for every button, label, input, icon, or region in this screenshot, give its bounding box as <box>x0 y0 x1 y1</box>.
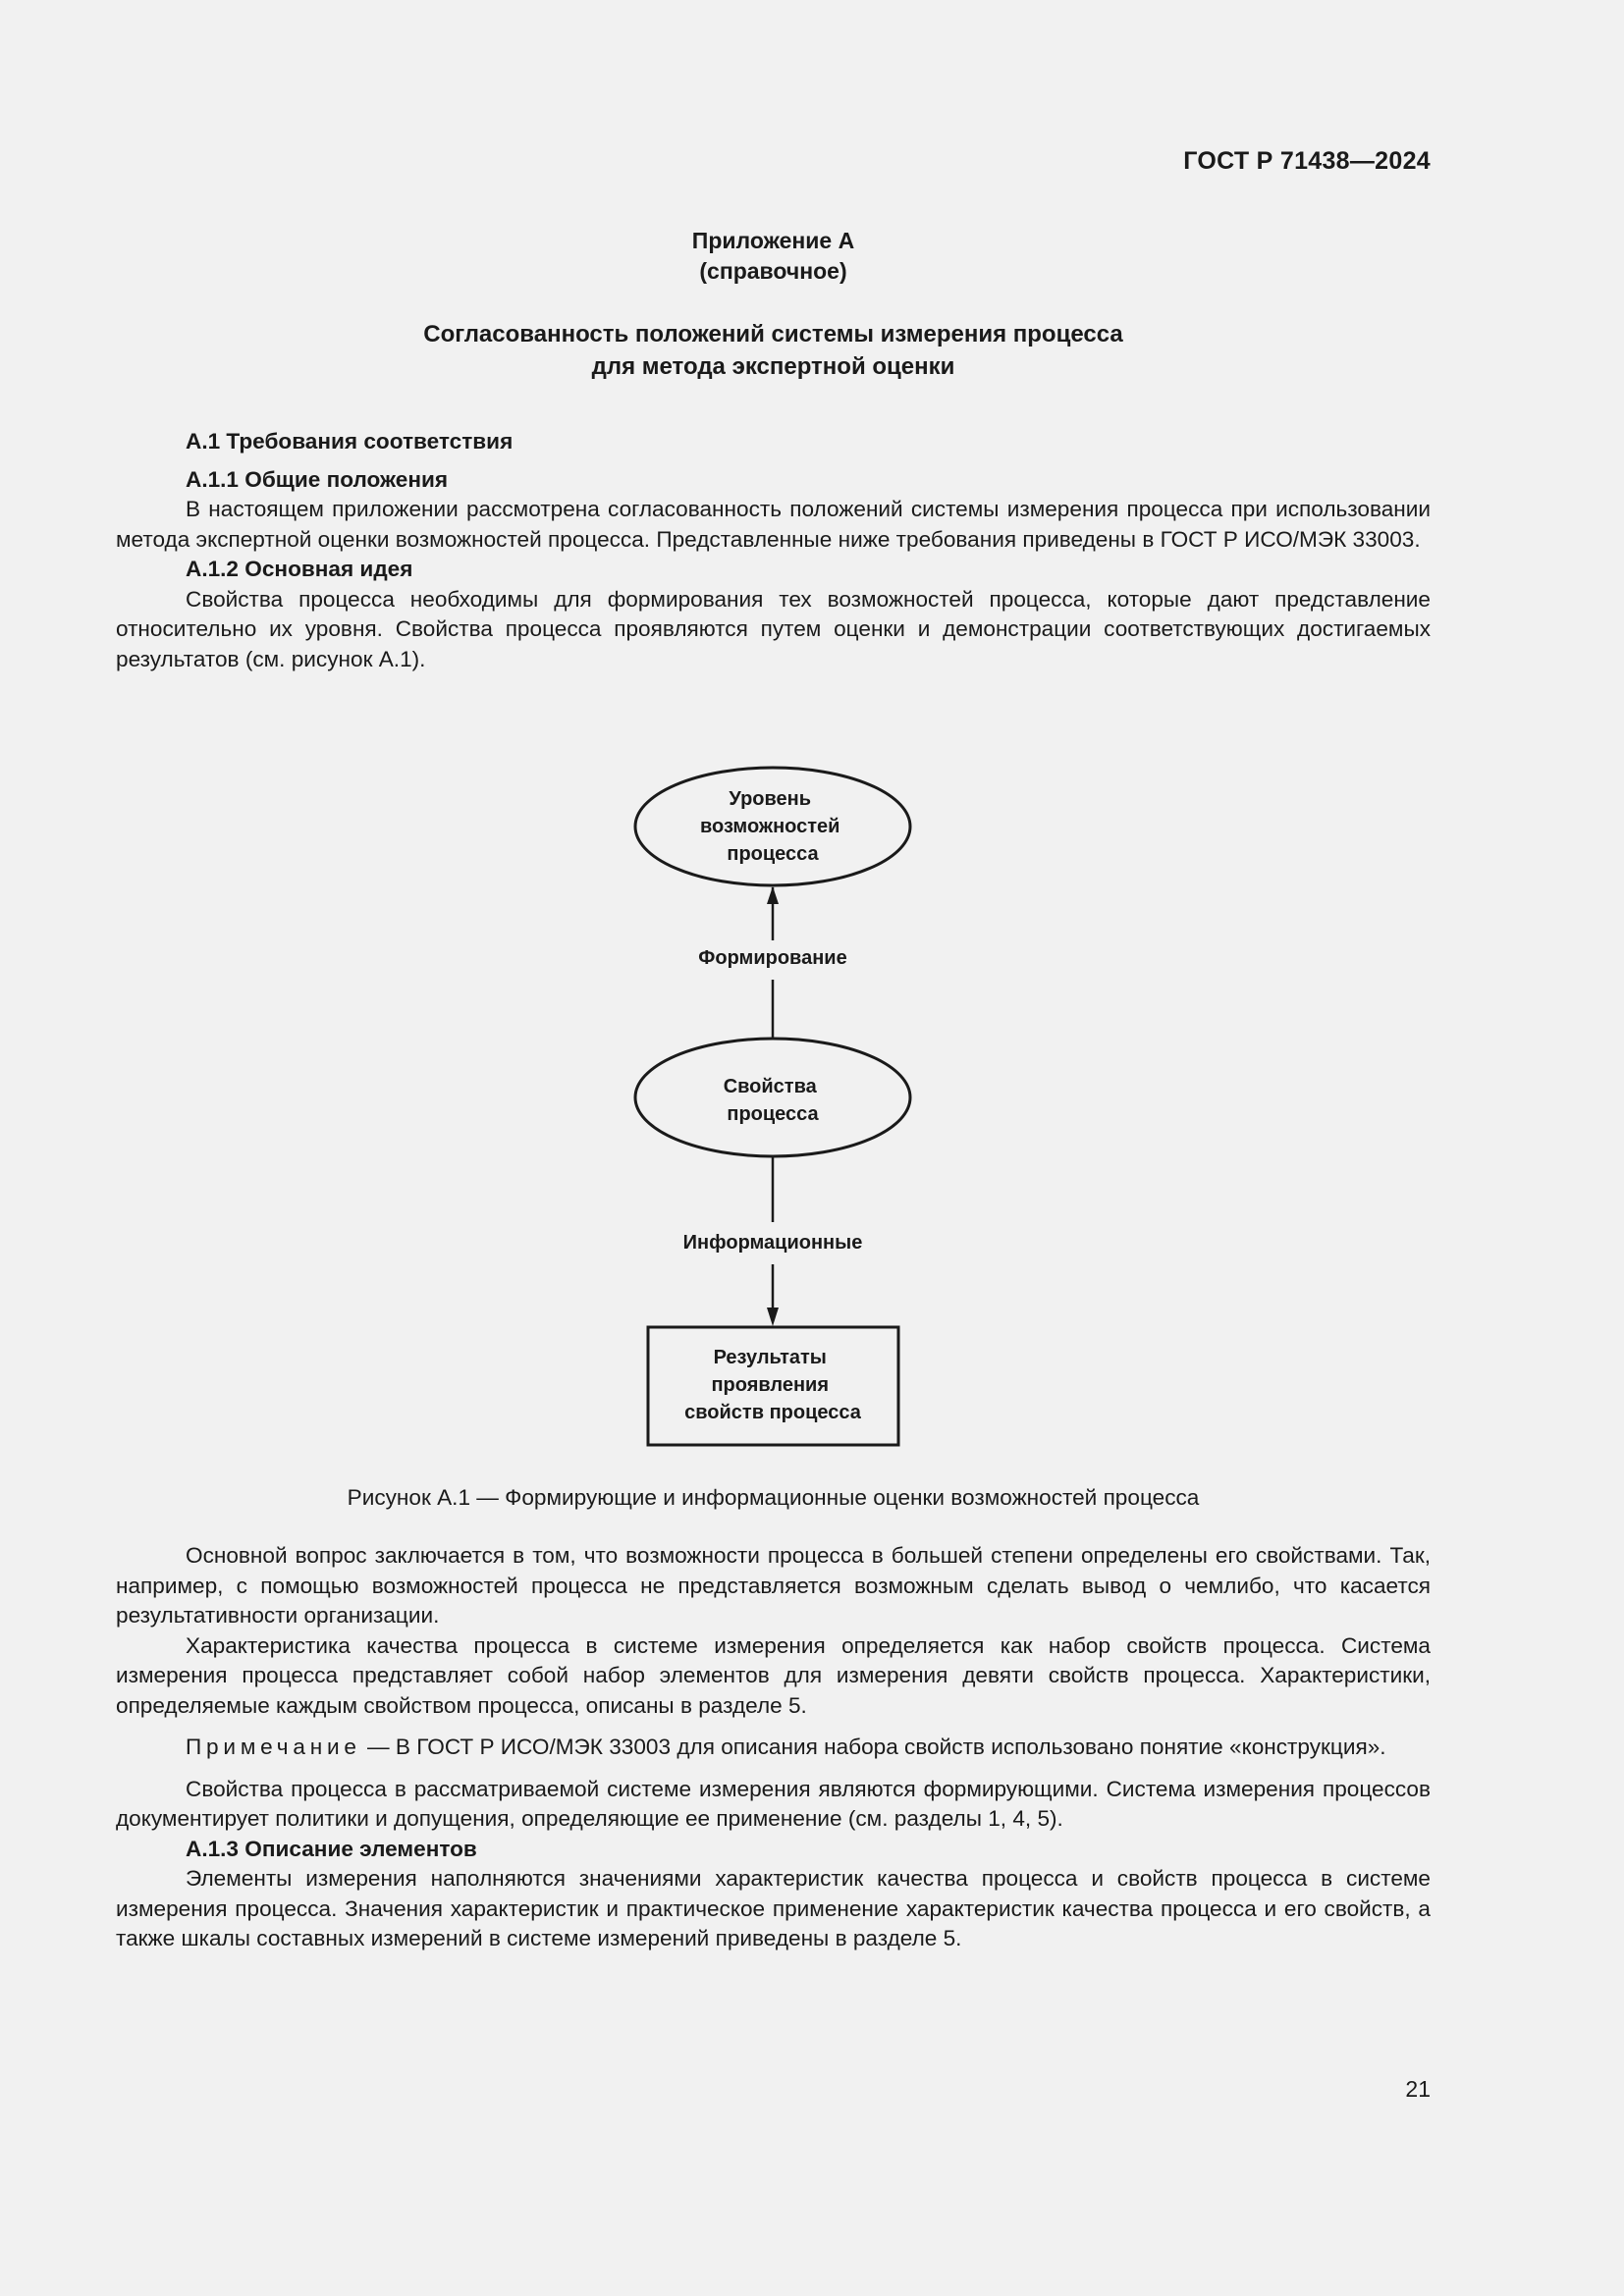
paragraph-2: Характеристика качества процесса в системе измерения определяется как набор свойств процесса. Система измерения процесса представляет собой набор элементов для измерения девяти свойств процесса. Характеристики, определяемые каждым свойством процесса, описаны в разделе 5. <box>116 1632 1431 1718</box>
section-a12-text: Свойства процесса необходимы для формирования тех возможностей процесса, которые дают представление относительно их уровня. Свойства процесса проявляются путем оценки и демонстрации соответствующих достигаемых результатов (см. рисунок А.1). <box>116 586 1431 671</box>
note-label: Примечание <box>186 1735 361 1759</box>
section-a12-heading: А.1.2 Основная идея <box>186 557 413 581</box>
attribute-outcomes-line-3: свойств процесса <box>684 1402 861 1423</box>
reflective-edge-label: Информационные <box>682 1232 863 1254</box>
attribute-outcomes-line-2: проявления <box>711 1374 829 1396</box>
figure-caption: Рисунок А.1 — Формирующие и информационные оценки возможностей процесса <box>347 1485 1200 1510</box>
document-code: ГОСТ Р 71438—2024 <box>1183 147 1431 175</box>
main-text <box>116 1541 1431 1954</box>
process-attributes-node <box>635 1039 910 1156</box>
paragraph-1: Основной вопрос заключается в том, что возможности процесса в большей степени определены его свойствами. Так, например, с помощью возможностей процесса не представляется возможным сделать вывод о чемлибо, что касается результативности организации. <box>116 1543 1431 1628</box>
reflective-arrowhead <box>767 1308 779 1326</box>
attribute-outcomes-line-1: Результаты <box>713 1347 827 1368</box>
process-attributes-line-2: процесса <box>727 1103 819 1125</box>
formative-edge-label: Формирование <box>698 947 847 969</box>
capability-level-line-3: процесса <box>727 843 819 865</box>
title-line-2: для метода экспертной оценки <box>591 353 955 380</box>
capability-level-line-1: Уровень <box>729 788 812 810</box>
section-a11-heading: А.1.1 Общие положения <box>186 466 449 492</box>
section-a11-text: В настоящем приложении рассмотрена согласованность положений системы измерения процесса при использовании метода экспертной оценки возможностей процесса. Представленные ниже требования приведены в ГОСТ Р ИСО/МЭК 33003. <box>116 497 1431 552</box>
process-attributes-line-1: Свойства <box>723 1076 817 1097</box>
formative-arrowhead <box>767 886 779 904</box>
attribute-outcomes-label <box>684 1347 862 1423</box>
capability-level-label <box>700 788 845 865</box>
title-line-1: Согласованность положений системы измерения процесса <box>423 321 1123 347</box>
process-attributes-label <box>724 1076 823 1125</box>
section-a13-text: Элементы измерения наполняются значениями характеристик качества процесса и свойств процесса в системе измерения процесса. Значения характеристик и практическое применение характеристик качества процесса и его свойств, а также шкалы составных измерений в системе измерений приведены в разделе 5. <box>116 1866 1431 1950</box>
capability-level-line-2: возможностей <box>699 816 840 837</box>
appendix-label: Приложение А <box>691 228 855 253</box>
section-a1-heading: А.1 Требования соответствия <box>186 429 514 454</box>
note <box>116 1733 1431 1763</box>
note-text: — В ГОСТ Р ИСО/МЭК 33003 для описания набора свойств использовано понятие «конструкция». <box>360 1735 1386 1759</box>
appendix-type: (справочное) <box>699 258 847 284</box>
page-number: 21 <box>1405 2076 1431 2102</box>
paragraph-3: Свойства процесса в рассматриваемой системе измерения являются формирующими. Система измерения процессов документирует политики и допущения, определяющие ее применение (см. разделы 1, 4, 5). <box>116 1776 1431 1831</box>
section-a13-heading: А.1.3 Описание элементов <box>186 1836 477 1861</box>
